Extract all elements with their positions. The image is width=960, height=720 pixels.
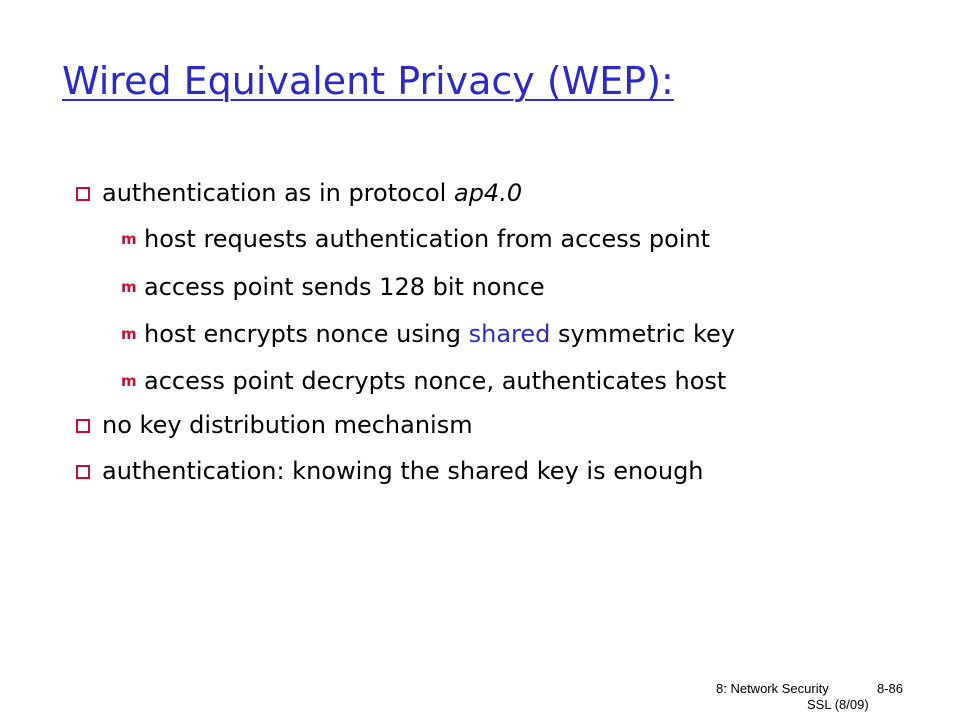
sub-bullet-icon: m bbox=[121, 325, 137, 343]
sub-bullet-text: access point sends 128 bit nonce bbox=[144, 273, 545, 301]
sub-bullet-item bbox=[144, 319, 735, 349]
square-bullet-icon bbox=[76, 465, 90, 479]
sub-bullet-icon: m bbox=[121, 278, 137, 296]
bullet-text: authentication: knowing the shared key is enough bbox=[102, 457, 704, 485]
sub-bullet-text-before: host encrypts nonce using bbox=[144, 320, 469, 348]
bullet-text: authentication as in protocol bbox=[102, 179, 454, 207]
bullet-text: no key distribution mechanism bbox=[102, 411, 473, 439]
sub-bullet-icon: m bbox=[121, 230, 137, 248]
bullet-item bbox=[102, 178, 522, 208]
square-bullet-icon bbox=[76, 187, 90, 201]
footer-page-number: 8-86 bbox=[877, 681, 904, 696]
sub-bullet-item bbox=[144, 366, 726, 396]
slide-title: Wired Equivalent Privacy (WEP): bbox=[62, 59, 674, 103]
sub-bullet-text: access point decrypts nonce, authenticates host bbox=[144, 367, 727, 395]
footer-chapter: 8: Network Security bbox=[716, 681, 829, 696]
bullet-item bbox=[102, 410, 473, 440]
highlighted-word: shared bbox=[468, 320, 551, 348]
sub-bullet-item bbox=[144, 224, 710, 254]
sub-bullet-text: host requests authentication from access point bbox=[144, 225, 711, 253]
sub-bullet-icon: m bbox=[121, 372, 137, 390]
sub-bullet-text-after: symmetric key bbox=[550, 320, 736, 348]
square-bullet-icon bbox=[76, 419, 90, 433]
footer-subtitle: SSL (8/09) bbox=[807, 697, 869, 712]
sub-bullet-item bbox=[144, 272, 545, 302]
protocol-name: ap4.0 bbox=[453, 179, 523, 207]
bullet-item bbox=[102, 456, 704, 486]
